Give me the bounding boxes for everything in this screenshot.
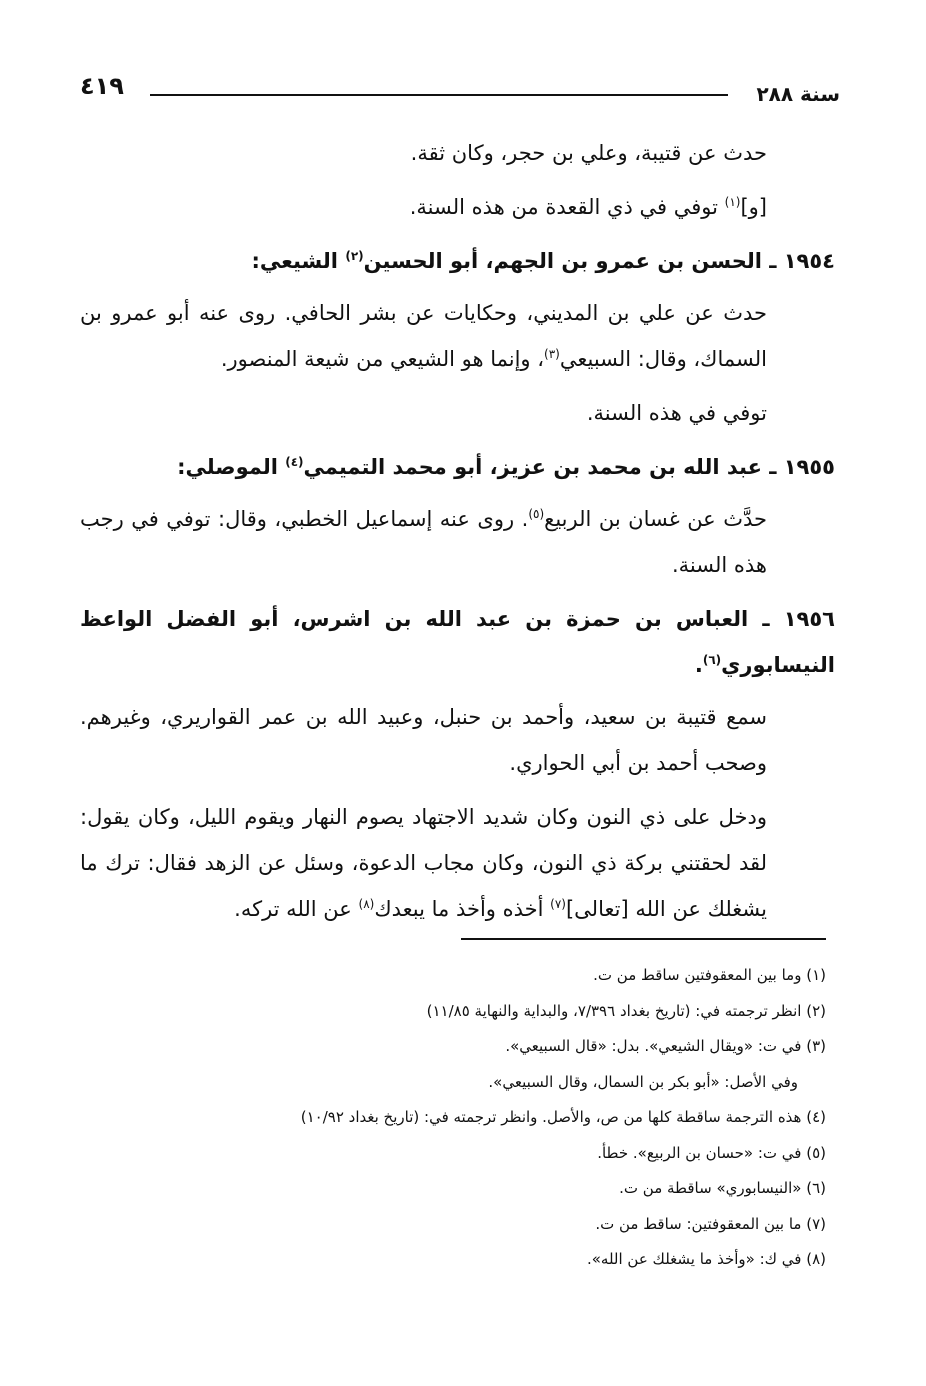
footnote-4: (٤) هذه الترجمة ساقطة كلها من ص، والأصل. وانظر ترجمته في: (تاريخ بغداد ١٠/٩٢) — [300, 1108, 826, 1126]
paragraph: توفي في هذه السنة. — [586, 401, 767, 425]
paragraph: ودخل على ذي النون وكان شديد الاجتهاد يصوم النهار ويقوم الليل، وكان يقول: لقد لحقتني بركة ذي النون، وكان مجاب الدعوة، وسئل عن الزهد فقال: ترك ما يشغلك عن الله [تعالى]$^{(٧)}$ أخذه وأخذ ما يبعدك$^{(٨)}$ عن الله تركه. — [80, 805, 767, 921]
footnote-ref: (٨) — [358, 897, 375, 911]
footnote-ref: (٤) — [285, 455, 304, 469]
paragraph: سمع قتيبة بن سعيد، وأحمد بن حنبل، وعبيد الله بن عمر القواريري، وغيرهم. وصحب أحمد بن أبي الحواري. — [80, 705, 767, 775]
footnote-ref: (١) — [724, 195, 741, 209]
footnote-ref: (٥) — [528, 507, 545, 521]
footnote-ref: (٣) — [544, 347, 560, 361]
footnote-6: (٦) «النيسابوري» ساقطة من ت. — [619, 1179, 826, 1197]
paragraph: حدث عن علي بن المديني، وحكايات عن بشر الحافي. روى عنه أبو عمرو بن السماك، وقال: السبيعي$^{(٣)}$، وإنما هو الشيعي من شيعة المنصور. — [80, 301, 767, 371]
footnote-ref: (٢) — [345, 249, 364, 263]
footnote-3-continued: وفي الأصل: «أبو بكر بن السمال، وقال السبيعي». — [488, 1072, 798, 1091]
entry-heading-1956: ١٩٥٦ ـ العباس بن حمزة بن عبد الله بن اشرس، أبو الفضل الواعظ النيسابوري$^{(٦)}$. — [80, 607, 835, 677]
footnote-2: (٢) انظر ترجمته في: (تاريخ بغداد ٧/٣٩٦، والبداية والنهاية ١١/٨٥) — [426, 1001, 826, 1020]
page-number: ٤١٩ — [80, 72, 124, 100]
main-text — [80, 130, 835, 940]
footnote-3: (٣) في ت: «ويقال الشيعي». بدل: «قال السبيعي». — [505, 1037, 826, 1055]
footnote-1: (١) وما بين المعقوفتين ساقط من ت. — [593, 966, 826, 984]
footnote-separator — [461, 938, 826, 940]
footnotes — [300, 958, 826, 1278]
running-header — [80, 70, 840, 110]
entry-heading-1955: ١٩٥٥ ـ عبد الله بن محمد بن عزيز، أبو محمد التميمي$^{(٤)}$ الموصلي: — [177, 455, 835, 479]
entry-heading-1954: ١٩٥٤ ـ الحسن بن عمرو بن الجهم، أبو الحسين$^{(٢)}$ الشيعي: — [251, 249, 835, 273]
header-year: سنة ٢٨٨ — [756, 82, 840, 106]
paragraph: حدَّث عن غسان بن الربيع$^{(٥)}$. روى عنه إسماعيل الخطبي، وقال: توفي في رجب هذه السنة. — [80, 507, 767, 577]
header-rule — [150, 94, 728, 96]
paragraph: حدث عن قتيبة، وعلي بن حجر، وكان ثقة. — [410, 141, 767, 165]
footnote-ref: (٧) — [550, 897, 566, 911]
paragraph: [و]$^{(١)}$ توفي في ذي القعدة من هذه السنة. — [409, 195, 767, 219]
footnote-7: (٧) ما بين المعقوفتين: ساقط من ت. — [595, 1214, 826, 1233]
footnote-5: (٥) في ت: «حسان بن الربيع». خطأ. — [597, 1143, 826, 1162]
footnote-ref: (٦) — [702, 653, 722, 667]
footnote-8: (٨) في ك: «وأخذ ما يشغلك عن الله». — [586, 1250, 826, 1268]
